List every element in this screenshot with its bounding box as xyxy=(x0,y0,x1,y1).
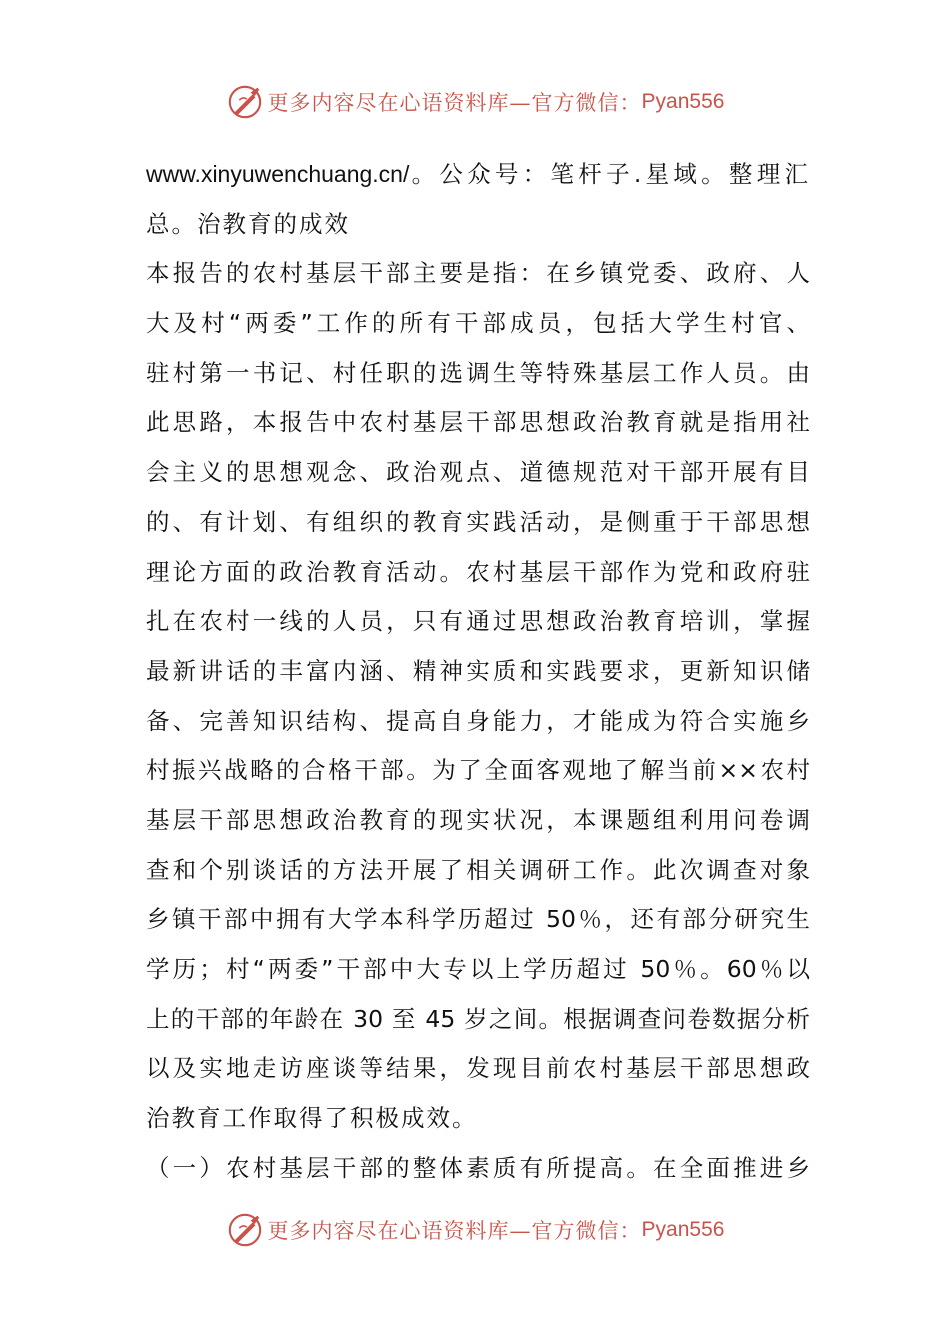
wechat-id: Pyan556 xyxy=(641,90,725,113)
body-line: 备、完善知识结构、提高自身能力，才能成为符合实施乡 xyxy=(146,706,810,735)
body-line: 总。治教育的成效 xyxy=(146,209,350,238)
header-banner xyxy=(0,78,950,126)
footer-banner xyxy=(0,1206,950,1254)
banner-text: 更多内容尽在心语资料库—官方微信： xyxy=(267,1219,642,1243)
body-line: 学历；村“两委”干部中大专以上学历超过 50％。60％以 xyxy=(146,955,810,983)
body-line: 以及实地走访座谈等结果，发现目前农村基层干部思想政 xyxy=(146,1054,810,1083)
body-line: 上的干部的年龄在 30 至 45 岁之间。根据调查问卷数据分析 xyxy=(146,1004,810,1033)
body-line: 大及村“两委”工作的所有干部成员，包括大学生村官、 xyxy=(146,309,810,338)
body-line: 会主义的思想观念、政治观点、道德规范对干部开展有目 xyxy=(146,458,810,487)
body-line xyxy=(146,150,810,200)
body-line: 村振兴战略的合格干部。为了全面客观地了解当前××农村 xyxy=(146,756,810,785)
pen-logo-icon xyxy=(226,83,264,121)
body-line: 理论方面的政治教育活动。农村基层干部作为党和政府驻 xyxy=(146,557,810,586)
banner-text: 更多内容尽在心语资料库—官方微信： xyxy=(267,91,642,115)
body-line: 的、有计划、有组织的教育实践活动，是侧重于干部思想 xyxy=(146,507,810,536)
body-line: 本报告的农村基层干部主要是指：在乡镇党委、政府、人 xyxy=(146,259,810,288)
body-line: 此思路，本报告中农村基层干部思想政治教育就是指用社 xyxy=(146,408,810,437)
body-line: 扎在农村一线的人员，只有通过思想政治教育培训，掌握 xyxy=(146,607,810,636)
document-body xyxy=(146,150,810,1193)
website-url: www.xinyuwenchuang.cn/ xyxy=(146,161,410,187)
body-line: 治教育工作取得了积极成效。 xyxy=(146,1104,478,1133)
body-line-rest: 。公众号：笔杆子.星域。整理汇 xyxy=(409,160,810,188)
body-line: （一）农村基层干部的整体素质有所提高。在全面推进乡 xyxy=(146,1153,810,1182)
pen-logo-icon xyxy=(226,1211,264,1249)
body-line: 查和个别谈话的方法开展了相关调研工作。此次调查对象 xyxy=(146,855,810,884)
body-line: 基层干部思想政治教育的现实状况，本课题组利用问卷调 xyxy=(146,805,810,834)
body-line: 驻村第一书记、村任职的选调生等特殊基层工作人员。由 xyxy=(146,358,810,387)
body-line: 最新讲话的丰富内涵、精神实质和实践要求，更新知识储 xyxy=(146,656,810,685)
body-line: 乡镇干部中拥有大学本科学历超过 50％，还有部分研究生 xyxy=(146,905,810,934)
wechat-id: Pyan556 xyxy=(641,1218,725,1241)
